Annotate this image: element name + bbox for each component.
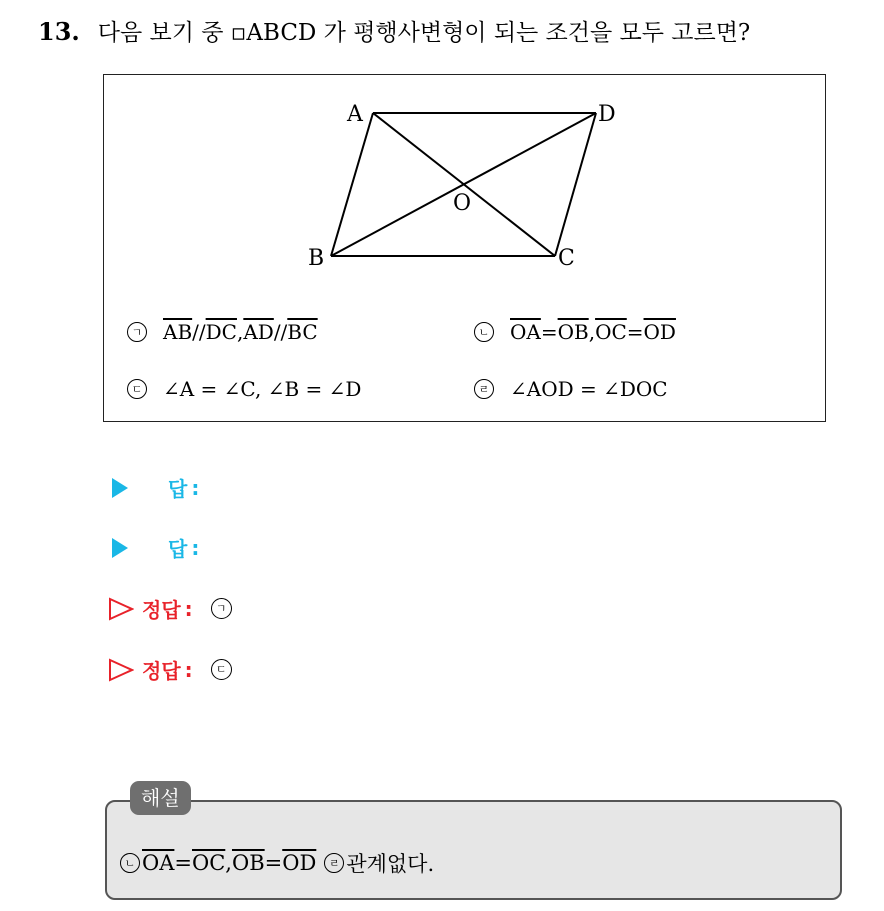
correct-colon: : (184, 596, 193, 621)
choice-1-mark: ㄱ (127, 322, 147, 342)
question-text: 다음 보기 중 ▫ABCD 가 평행사변형이 되는 조건을 모두 고르면? (97, 20, 751, 46)
correct-answer-row-2 (108, 655, 232, 684)
equals-symbol: = (264, 851, 283, 875)
answer-colon: : (191, 535, 200, 560)
answer-colon: : (191, 475, 200, 500)
segment-od: $\overline{OD}$ (643, 320, 676, 344)
correct-answer-row-1 (108, 594, 232, 623)
outline-triangle-icon (108, 658, 134, 682)
choice-3-mark: ㄷ (127, 379, 147, 399)
label-c: C (558, 246, 575, 271)
choice-1 (127, 320, 318, 344)
parallel-symbol: // (273, 320, 288, 344)
correct-colon: : (184, 657, 193, 682)
side-ab (331, 113, 373, 256)
answer-label: 답 (168, 477, 188, 501)
answer-label: 답 (168, 537, 188, 561)
segment-ob: $\overline{OB}$ (231, 851, 265, 875)
separator: , (225, 851, 232, 875)
choice-4-text: ∠AOD = ∠DOC (510, 377, 668, 401)
separator: , (588, 320, 596, 344)
segment-oc: $\overline{OC}$ (192, 851, 226, 875)
choice-3 (127, 377, 361, 401)
equals-symbol: = (626, 320, 644, 344)
segment-od: $\overline{OD}$ (282, 851, 317, 875)
choice-4-mark: ㄹ (474, 379, 494, 399)
choice-4 (474, 377, 668, 401)
explanation-tail: 관계없다. (346, 852, 435, 876)
correct-label: 정답 (142, 598, 181, 622)
correct-label: 정답 (142, 659, 181, 683)
figure-box (103, 74, 826, 422)
correct-mark-1: ㄱ (211, 598, 232, 619)
play-triangle-icon (112, 538, 128, 558)
choice-3-text: ∠A = ∠C, ∠B = ∠D (163, 377, 362, 401)
explanation-mark-1: ㄴ (120, 853, 140, 873)
parallel-symbol: // (192, 320, 206, 344)
question-number: 13. (38, 17, 80, 46)
question (38, 14, 750, 47)
segment-ad: $\overline{AD}$ (243, 320, 274, 344)
segment-oa: $\overline{OA}$ (510, 320, 541, 344)
separator: , (236, 320, 244, 344)
answer-row-1 (108, 473, 199, 502)
correct-mark-2: ㄷ (211, 659, 232, 680)
label-b: B (308, 246, 325, 271)
explanation-text (120, 848, 434, 878)
side-cd (555, 113, 596, 256)
segment-dc: $\overline{DC}$ (205, 320, 237, 344)
label-a: A (347, 102, 363, 127)
label-o: O (453, 191, 472, 216)
segment-oa: $\overline{OA}$ (142, 851, 175, 875)
choice-2-mark: ㄴ (474, 322, 494, 342)
outline-triangle-icon (108, 597, 134, 621)
segment-ab: $\overline{AB}$ (163, 320, 193, 344)
diagonal-bd (331, 113, 596, 256)
equals-symbol: = (540, 320, 558, 344)
segment-ob: $\overline{OB}$ (557, 320, 589, 344)
label-d: D (598, 102, 616, 127)
segment-oc: $\overline{OC}$ (595, 320, 627, 344)
parallelogram-diagram (104, 75, 827, 423)
play-triangle-icon (112, 478, 128, 498)
answer-row-2 (108, 533, 199, 562)
choice-2 (474, 320, 676, 344)
explanation-mark-2: ㄹ (324, 853, 344, 873)
equals-symbol: = (174, 851, 192, 875)
explanation-tag: 해설 (130, 781, 191, 815)
segment-bc: $\overline{BC}$ (287, 320, 318, 344)
